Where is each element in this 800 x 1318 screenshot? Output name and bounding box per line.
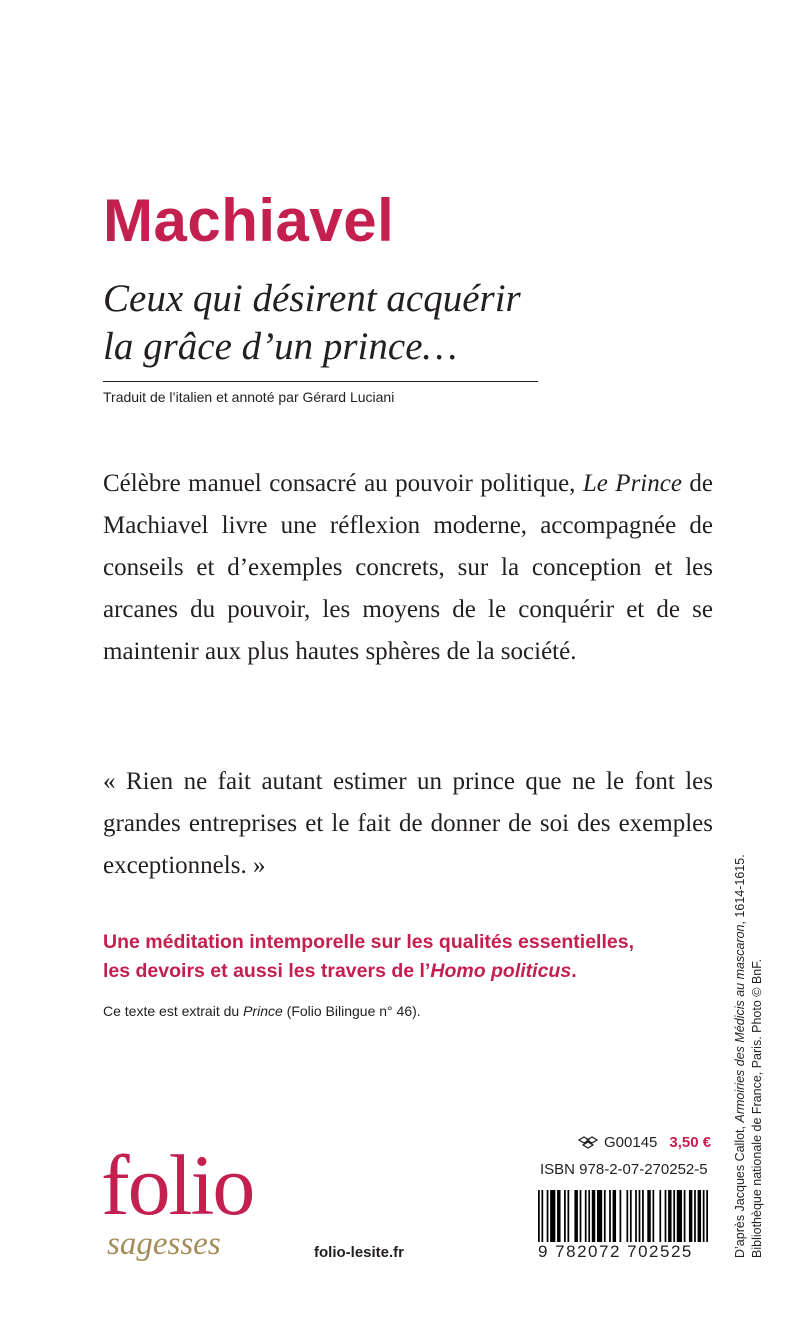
- credits-line: [732, 854, 749, 1258]
- folio-logo: folio: [101, 1137, 254, 1233]
- tagline-line: Une méditation intemporelle sur les qualités essentielles,: [103, 931, 635, 953]
- barcode-bar: [567, 1190, 569, 1242]
- barcode-bar: [698, 1190, 701, 1242]
- credits-emphasis: Armoiries des Médicis au mascaron: [733, 924, 747, 1123]
- barcode-bar: [684, 1190, 686, 1242]
- book-stack-icon: [578, 1136, 598, 1150]
- product-code: G00145: [604, 1134, 658, 1151]
- extract-note: [103, 1002, 421, 1020]
- image-credits: [732, 854, 772, 1258]
- tagline-emphasis: Homo politicus: [430, 960, 572, 982]
- title-line: la grâce d’un prince…: [103, 325, 458, 368]
- extract-text: (Folio Bilingue n° 46).: [282, 1003, 421, 1019]
- barcode-bar: [609, 1190, 611, 1242]
- barcode-bar: [694, 1190, 696, 1242]
- barcode-bar: [659, 1190, 661, 1242]
- barcode-bar: [706, 1190, 708, 1242]
- barcode-bar: [588, 1190, 590, 1242]
- credits-text: , 1614-1615.: [733, 854, 747, 925]
- author-name: Machiavel: [103, 187, 395, 254]
- credits-text: D’après Jacques Callot,: [733, 1122, 747, 1258]
- barcode-bar: [547, 1190, 549, 1242]
- barcode-bar: [585, 1190, 587, 1242]
- barcode-bar: [647, 1190, 650, 1242]
- barcode-bar: [620, 1190, 622, 1242]
- translator-credit: Traduit de l’italien et annoté par Gérard Luciani: [103, 389, 395, 405]
- summary-book-title: Le Prince: [582, 470, 682, 497]
- tagline-text: les devoirs et aussi les travers de l’: [103, 960, 431, 982]
- credits-line: Bibliothèque nationale de France, Paris. Photo © BnF.: [750, 959, 764, 1258]
- title-divider: [103, 381, 538, 382]
- tagline-line: [103, 957, 634, 986]
- barcode-bar: [592, 1190, 595, 1242]
- tagline-text: .: [571, 960, 577, 982]
- barcode-bar: [639, 1190, 641, 1242]
- barcode-bar: [668, 1190, 671, 1242]
- book-title: [103, 275, 521, 371]
- barcode-bar: [580, 1190, 582, 1242]
- isbn: ISBN 978-2-07-270252-5: [540, 1161, 708, 1178]
- website-url: folio-lesite.fr: [314, 1244, 405, 1261]
- product-code-line: [578, 1133, 711, 1153]
- extract-emphasis: Prince: [243, 1003, 283, 1019]
- summary-text: de Machiavel livre une réflexion moderne, accompagnée de conseils et d’exemples concrets, sur la conception et les arcanes du pouvoir, les moyens de le conquérir et de se maintenir aux plus hautes sphères de la société.: [103, 470, 713, 665]
- barcode-bar: [541, 1190, 543, 1242]
- barcode-bar: [635, 1190, 637, 1242]
- barcode-bar: [652, 1190, 654, 1242]
- barcode-bar: [642, 1190, 644, 1242]
- barcode-bar: [689, 1190, 692, 1242]
- barcode-bar: [665, 1190, 667, 1242]
- barcode-bar: [613, 1190, 616, 1242]
- price: 3,50 €: [669, 1134, 712, 1151]
- barcode-bar: [538, 1190, 540, 1242]
- barcode-bar: [550, 1190, 555, 1242]
- barcode-digits: 9 782072 702525: [538, 1242, 693, 1261]
- barcode-bar: [677, 1190, 682, 1242]
- extract-text: Ce texte est extrait du: [103, 1003, 244, 1019]
- barcode-bar: [703, 1190, 705, 1242]
- barcode: [538, 1190, 708, 1242]
- summary-text: Célèbre manuel consacré au pouvoir politique,: [103, 470, 583, 497]
- tagline: [103, 928, 634, 986]
- barcode-bar: [557, 1190, 560, 1242]
- barcode-bar: [564, 1190, 566, 1242]
- barcode-bar: [597, 1190, 602, 1242]
- barcode-bar: [673, 1190, 675, 1242]
- barcode-bar: [626, 1190, 628, 1242]
- barcode-bar: [630, 1190, 632, 1242]
- barcode-bar: [574, 1190, 577, 1242]
- title-line: Ceux qui désirent acquérir: [103, 277, 521, 320]
- summary-paragraph: [103, 463, 713, 673]
- barcode-bar: [604, 1190, 606, 1242]
- quote-paragraph: « Rien ne fait autant estimer un prince que ne le font les grandes entreprises et le fait de donner de soi des exemples exceptionnels. »: [103, 768, 713, 879]
- collection-logo: sagesses: [107, 1226, 221, 1262]
